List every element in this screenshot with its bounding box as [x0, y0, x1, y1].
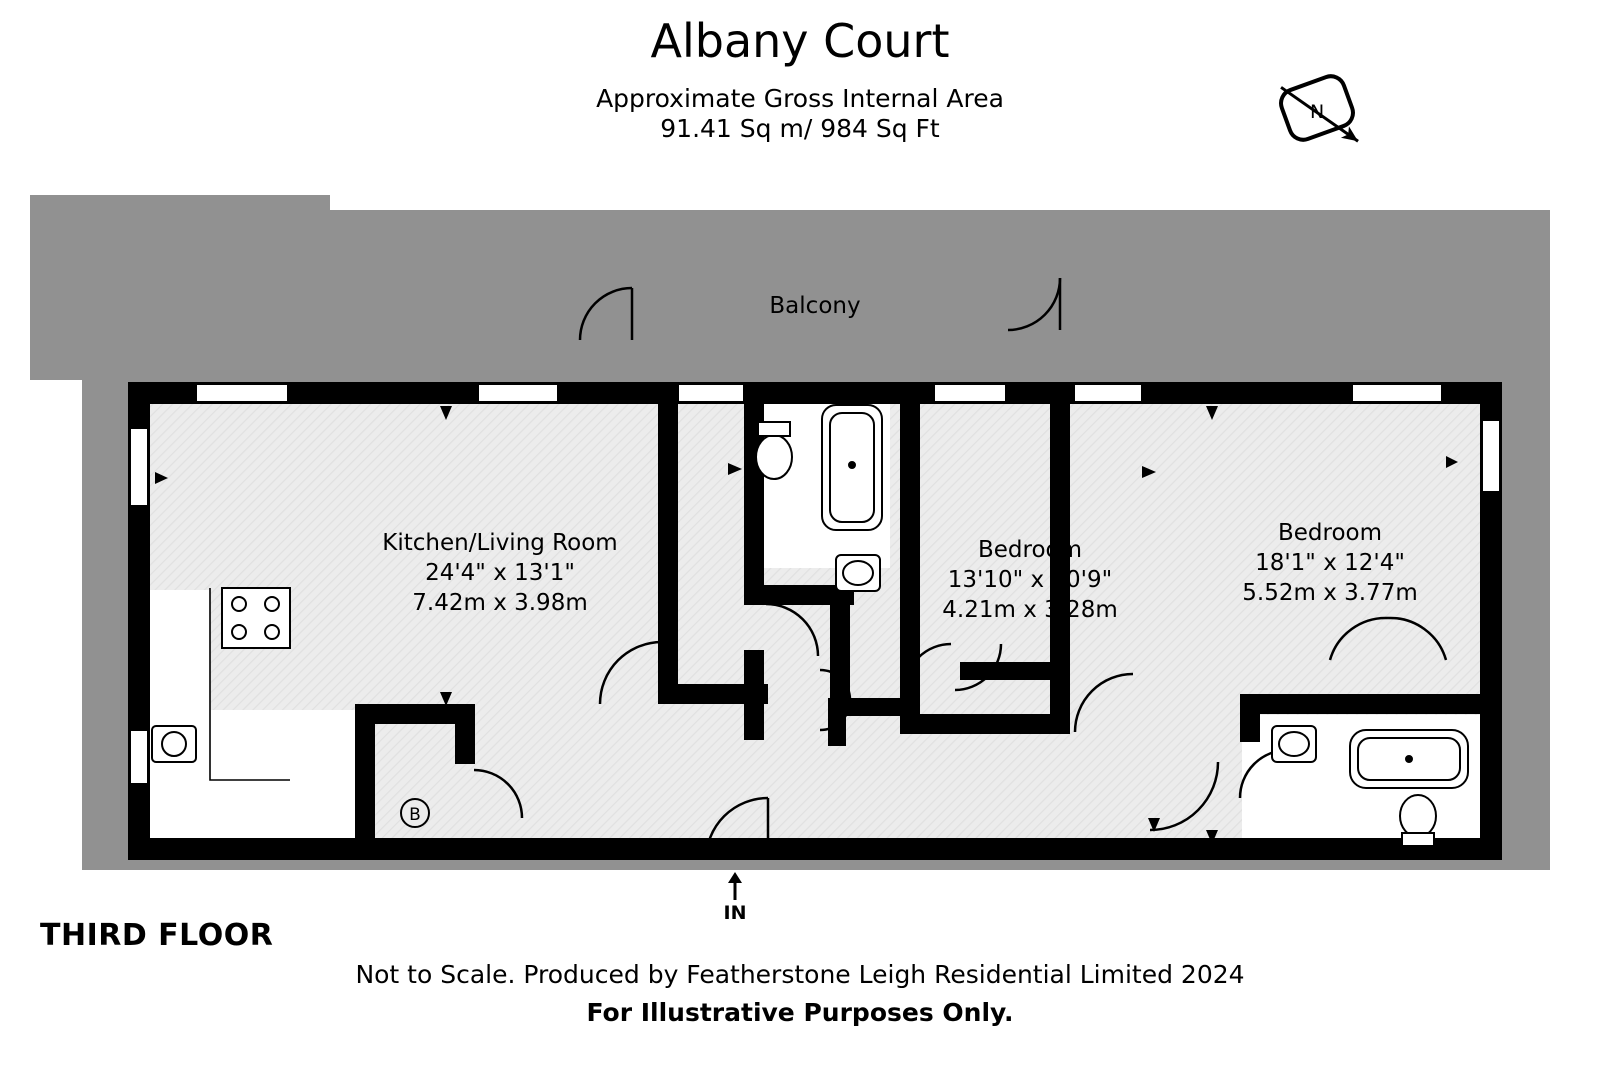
compass-icon: [1262, 68, 1382, 168]
room-label-bedroom-1: [910, 535, 1150, 625]
boiler-marker: B: [400, 798, 430, 828]
room-label-kitchen-living: [370, 528, 630, 618]
entrance-label: IN: [723, 902, 747, 924]
room-name: Bedroom: [977, 537, 1083, 563]
area-caption-line2: 91.41 Sq m/ 984 Sq Ft: [660, 114, 940, 143]
room-dims-imperial: 18'1" x 12'4": [1255, 550, 1405, 576]
room-dims-metric: 4.21m x 3.28m: [942, 597, 1118, 623]
room-name: Kitchen/Living Room: [382, 530, 618, 556]
room-name: Bedroom: [1277, 520, 1383, 546]
illustrative-text: For Illustrative Purposes Only.: [586, 998, 1014, 1027]
room-label-bedroom-2: [1200, 518, 1460, 608]
room-dims-imperial: 13'10" x 10'9": [947, 567, 1113, 593]
disclaimer-text: Not to Scale. Produced by Featherstone Leigh Residential Limited 2024: [355, 960, 1245, 989]
entrance-arrow-icon: [726, 872, 744, 900]
floor-title: THIRD FLOOR: [40, 918, 274, 953]
page-title: Albany Court: [650, 14, 950, 68]
compass-north-label: N: [1310, 101, 1325, 123]
room-dims-metric: 5.52m x 3.77m: [1242, 580, 1418, 606]
room-dims-imperial: 24'4" x 13'1": [425, 560, 575, 586]
room-label-balcony: Balcony: [769, 293, 861, 319]
room-dims-metric: 7.42m x 3.98m: [412, 590, 588, 616]
area-caption-line1: Approximate Gross Internal Area: [596, 84, 1004, 113]
